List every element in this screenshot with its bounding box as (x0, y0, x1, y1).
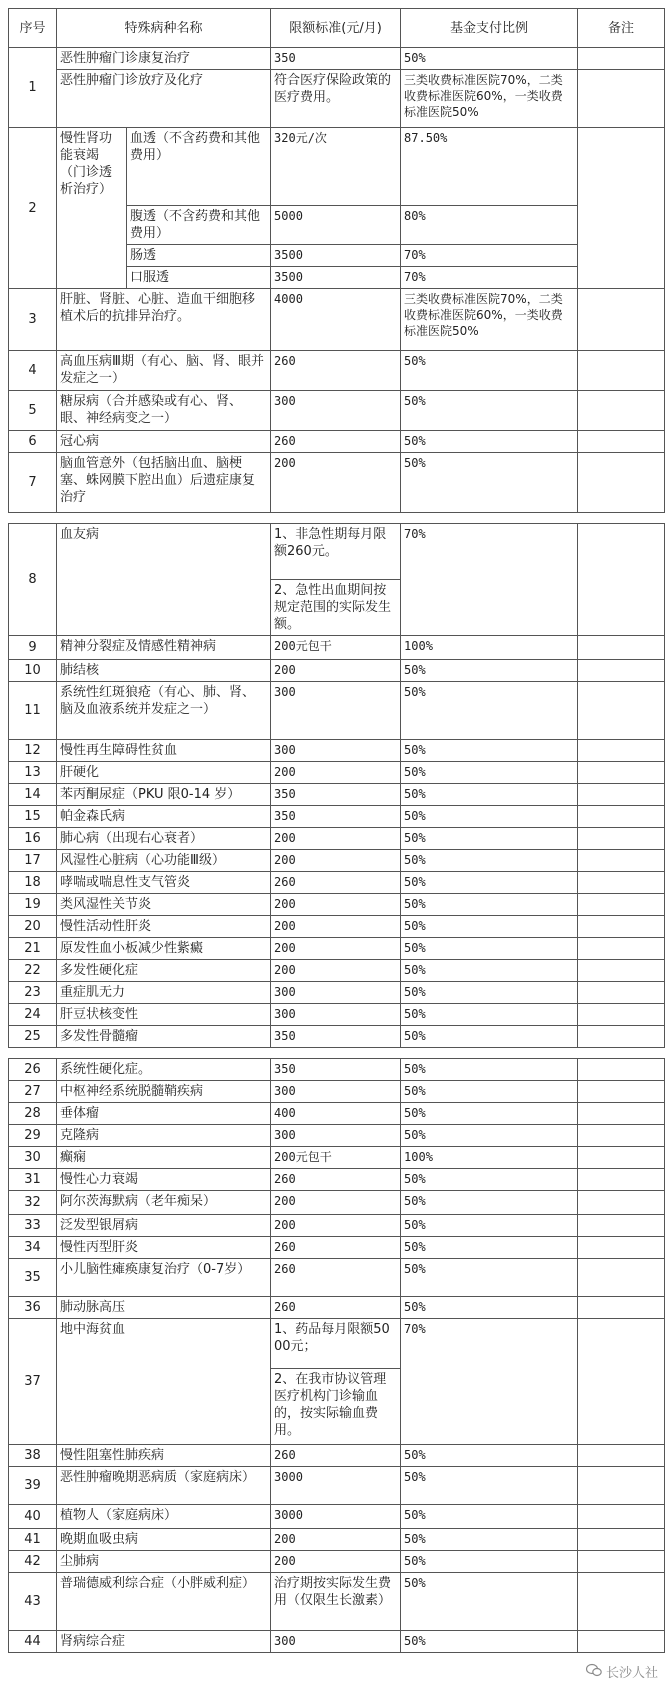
ratio-cell: 100% (401, 636, 578, 660)
disease-name: 植物人（家庭病床） (57, 1505, 271, 1529)
limit-cell: 200元包干 (271, 1147, 401, 1169)
sub-item: 腹透（不含药费和其他费用） (127, 206, 271, 245)
limit-cell: 4000 (271, 289, 401, 351)
ratio-cell: 50% (401, 660, 578, 682)
table-row (9, 806, 665, 828)
header-note: 备注 (578, 9, 665, 48)
disease-name: 普瑞德威利综合症（小胖威利症） (57, 1573, 271, 1631)
note-cell (578, 431, 665, 453)
row-no: 18 (9, 872, 57, 894)
ratio-cell: 50% (401, 1169, 578, 1191)
disease-name: 原发性血小板减少性紫癜 (57, 938, 271, 960)
ratio-cell: 50% (401, 1103, 578, 1125)
table-row (9, 1081, 665, 1103)
limit-cell: 350 (271, 784, 401, 806)
row-no: 32 (9, 1191, 57, 1215)
limit-cell: 200 (271, 960, 401, 982)
table-row (9, 1297, 665, 1319)
limit-cell: 260 (271, 1237, 401, 1259)
section-gap (9, 513, 665, 524)
table-row (9, 128, 665, 206)
note-cell (578, 1103, 665, 1125)
disease-name: 中枢神经系统脱髓鞘疾病 (57, 1081, 271, 1103)
sub-item: 肠透 (127, 245, 271, 267)
note-cell (578, 938, 665, 960)
limit-cell: 200 (271, 453, 401, 513)
ratio-cell: 50% (401, 960, 578, 982)
note-cell (578, 784, 665, 806)
table-row (9, 1467, 665, 1505)
limit-cell: 260 (271, 1259, 401, 1297)
disease-name: 克隆病 (57, 1125, 271, 1147)
note-cell (578, 1191, 665, 1215)
ratio-cell: 50% (401, 1631, 578, 1653)
limit-cell: 200 (271, 660, 401, 682)
row-no: 9 (9, 636, 57, 660)
row-no: 25 (9, 1026, 57, 1048)
sub-item: 血透（不含药费和其他费用） (127, 128, 271, 206)
row-no: 3 (9, 289, 57, 351)
limit-cell: 200 (271, 938, 401, 960)
note-cell (578, 1529, 665, 1551)
ratio-cell: 50% (401, 762, 578, 784)
disease-name: 小儿脑性瘫痪康复治疗（0-7岁） (57, 1259, 271, 1297)
disease-name: 慢性阻塞性肺疾病 (57, 1445, 271, 1467)
row-no: 33 (9, 1215, 57, 1237)
limit-cell: 3000 (271, 1467, 401, 1505)
note-cell (578, 762, 665, 784)
note-cell (578, 1505, 665, 1529)
header-limit: 限额标准(元/月) (271, 9, 401, 48)
row-no: 27 (9, 1081, 57, 1103)
note-cell (578, 1237, 665, 1259)
ratio-cell: 50% (401, 740, 578, 762)
note-cell (578, 1573, 665, 1631)
limit-cell: 5000 (271, 206, 401, 245)
row-no: 42 (9, 1551, 57, 1573)
table-row (9, 1237, 665, 1259)
row-no: 11 (9, 682, 57, 740)
ratio-cell: 50% (401, 682, 578, 740)
header-ratio: 基金支付比例 (401, 9, 578, 48)
table-row (9, 828, 665, 850)
disease-name: 高血压病Ⅲ期（有心、脑、肾、眼并发症之一） (57, 351, 271, 391)
limit-cell: 200 (271, 828, 401, 850)
disease-name: 恶性肿瘤门诊放疗及化疗 (57, 70, 271, 128)
table-row (9, 1215, 665, 1237)
row-no: 20 (9, 916, 57, 938)
table-row (9, 1573, 665, 1631)
ratio-cell: 50% (401, 1467, 578, 1505)
ratio-cell: 50% (401, 48, 578, 70)
table-row (9, 1505, 665, 1529)
table-row (9, 938, 665, 960)
table-row (9, 1059, 665, 1081)
ratio-cell: 50% (401, 1505, 578, 1529)
disease-name: 垂体瘤 (57, 1103, 271, 1125)
ratio-cell: 70% (401, 1319, 578, 1445)
disease-name: 精神分裂症及情感性精神病 (57, 636, 271, 660)
header-row (9, 9, 665, 48)
special-disease-table (8, 8, 665, 1653)
disease-name: 肝豆状核变性 (57, 1004, 271, 1026)
row-no: 24 (9, 1004, 57, 1026)
row-no: 8 (9, 524, 57, 636)
row-no: 17 (9, 850, 57, 872)
disease-name: 系统性硬化症。 (57, 1059, 271, 1081)
row-no: 30 (9, 1147, 57, 1169)
disease-name: 肝脏、肾脏、心脏、造血干细胞移植术后的抗排异治疗。 (57, 289, 271, 351)
row-no: 4 (9, 351, 57, 391)
limit-cell: 300 (271, 682, 401, 740)
table-row (9, 960, 665, 982)
limit-cell: 300 (271, 982, 401, 1004)
limit-cell: 200 (271, 1215, 401, 1237)
disease-name: 脑血管意外（包括脑出血、脑梗塞、蛛网膜下腔出血）后遗症康复治疗 (57, 453, 271, 513)
limit-cell: 260 (271, 351, 401, 391)
row-no: 31 (9, 1169, 57, 1191)
disease-name: 晚期血吸虫病 (57, 1529, 271, 1551)
table-row (9, 1631, 665, 1653)
limit-cell: 200 (271, 850, 401, 872)
ratio-cell: 50% (401, 1237, 578, 1259)
disease-name: 肺心病（出现右心衰者） (57, 828, 271, 850)
note-cell (578, 1147, 665, 1169)
ratio-cell: 50% (401, 391, 578, 431)
limit-cell: 300 (271, 1125, 401, 1147)
note-cell (578, 1004, 665, 1026)
disease-name: 多发性骨髓瘤 (57, 1026, 271, 1048)
table-row (9, 1125, 665, 1147)
row-no: 1 (9, 48, 57, 128)
table-row (9, 1529, 665, 1551)
note-cell (578, 453, 665, 513)
note-cell (578, 1259, 665, 1297)
disease-name: 系统性红斑狼疮（有心、肺、肾、脑及血液系统并发症之一） (57, 682, 271, 740)
note-cell (578, 524, 665, 636)
ratio-cell: 50% (401, 806, 578, 828)
ratio-cell: 50% (401, 1125, 578, 1147)
ratio-cell: 50% (401, 453, 578, 513)
disease-name: 慢性再生障碍性贫血 (57, 740, 271, 762)
ratio-cell: 50% (401, 1059, 578, 1081)
limit-cell: 200 (271, 1191, 401, 1215)
document-area (8, 8, 664, 1653)
disease-name: 泛发型银屑病 (57, 1215, 271, 1237)
row-no: 36 (9, 1297, 57, 1319)
row-no: 12 (9, 740, 57, 762)
disease-name: 冠心病 (57, 431, 271, 453)
header-name: 特殊病种名称 (57, 9, 271, 48)
row-no: 35 (9, 1259, 57, 1297)
note-cell (578, 1319, 665, 1445)
note-cell (578, 982, 665, 1004)
note-cell (578, 70, 665, 128)
limit-cell: 260 (271, 1169, 401, 1191)
row-no: 41 (9, 1529, 57, 1551)
note-cell (578, 894, 665, 916)
table-row (9, 1004, 665, 1026)
disease-name: 肾病综合症 (57, 1631, 271, 1653)
disease-name: 糖尿病（合并感染或有心、肾、眼、神经病变之一） (57, 391, 271, 431)
note-cell (578, 850, 665, 872)
note-cell (578, 872, 665, 894)
watermark-text: 长沙人社 (605, 1666, 658, 1681)
ratio-cell: 50% (401, 894, 578, 916)
disease-name: 尘肺病 (57, 1551, 271, 1573)
disease-name: 癫痫 (57, 1147, 271, 1169)
header-no: 序号 (9, 9, 57, 48)
ratio-cell: 50% (401, 916, 578, 938)
row-no: 40 (9, 1505, 57, 1529)
disease-name: 类风湿性关节炎 (57, 894, 271, 916)
limit-cell: 200 (271, 762, 401, 784)
table-row (9, 1319, 665, 1369)
limit-cell: 200 (271, 894, 401, 916)
ratio-cell: 70% (401, 267, 578, 289)
ratio-cell: 50% (401, 1297, 578, 1319)
note-cell (578, 128, 665, 289)
row-no: 22 (9, 960, 57, 982)
disease-name: 地中海贫血 (57, 1319, 271, 1445)
row-no: 19 (9, 894, 57, 916)
row-no: 5 (9, 391, 57, 431)
limit-cell: 260 (271, 431, 401, 453)
row-no: 6 (9, 431, 57, 453)
table-row (9, 636, 665, 660)
ratio-cell: 70% (401, 245, 578, 267)
note-cell (578, 828, 665, 850)
limit-cell: 300 (271, 1081, 401, 1103)
ratio-cell: 70% (401, 524, 578, 636)
disease-name: 风湿性心脏病（心功能Ⅲ级） (57, 850, 271, 872)
note-cell (578, 1026, 665, 1048)
note-cell (578, 1169, 665, 1191)
table-row (9, 70, 665, 128)
row-no: 13 (9, 762, 57, 784)
note-cell (578, 391, 665, 431)
note-cell (578, 806, 665, 828)
ratio-cell: 50% (401, 1551, 578, 1573)
limit-cell: 350 (271, 806, 401, 828)
table-row (9, 431, 665, 453)
row-no: 37 (9, 1319, 57, 1445)
table-row (9, 682, 665, 740)
limit-cell: 300 (271, 1004, 401, 1026)
row-no: 2 (9, 128, 57, 289)
ratio-cell: 50% (401, 431, 578, 453)
limit-cell: 400 (271, 1103, 401, 1125)
disease-name: 苯丙酮尿症（PKU 限0-14 岁） (57, 784, 271, 806)
note-cell (578, 1551, 665, 1573)
limit-cell: 350 (271, 48, 401, 70)
limit-cell: 320元/次 (271, 128, 401, 206)
note-cell (578, 1215, 665, 1237)
disease-name: 恶性肿瘤门诊康复治疗 (57, 48, 271, 70)
limit-cell: 1、药品每月限额5000元； (271, 1319, 401, 1369)
ratio-cell: 50% (401, 828, 578, 850)
note-cell (578, 740, 665, 762)
limit-cell: 200 (271, 1551, 401, 1573)
disease-name: 肺结核 (57, 660, 271, 682)
disease-name: 哮喘或喘息性支气管炎 (57, 872, 271, 894)
note-cell (578, 916, 665, 938)
ratio-cell: 87.50% (401, 128, 578, 206)
disease-name: 恶性肿瘤晚期恶病质（家庭病床） (57, 1467, 271, 1505)
sub-item: 口服透 (127, 267, 271, 289)
limit-cell: 200 (271, 916, 401, 938)
table-row (9, 1147, 665, 1169)
disease-name: 肝硬化 (57, 762, 271, 784)
watermark (586, 1662, 658, 1681)
note-cell (578, 351, 665, 391)
note-cell (578, 1125, 665, 1147)
disease-name: 阿尔茨海默病（老年痴呆） (57, 1191, 271, 1215)
table-row (9, 524, 665, 580)
table-row (9, 391, 665, 431)
ratio-cell: 50% (401, 1573, 578, 1631)
row-no: 23 (9, 982, 57, 1004)
limit-cell: 260 (271, 1297, 401, 1319)
table-row (9, 740, 665, 762)
ratio-cell: 50% (401, 1445, 578, 1467)
row-no: 16 (9, 828, 57, 850)
disease-name: 肺动脉高压 (57, 1297, 271, 1319)
note-cell (578, 289, 665, 351)
note-cell (578, 1631, 665, 1653)
limit-cell: 3500 (271, 267, 401, 289)
row-no: 43 (9, 1573, 57, 1631)
note-cell (578, 1445, 665, 1467)
row-no: 34 (9, 1237, 57, 1259)
table-row (9, 1169, 665, 1191)
disease-name: 帕金森氏病 (57, 806, 271, 828)
row-no: 38 (9, 1445, 57, 1467)
row-no: 14 (9, 784, 57, 806)
row-no: 39 (9, 1467, 57, 1505)
table-row (9, 289, 665, 351)
row-no: 29 (9, 1125, 57, 1147)
wechat-icon (586, 1663, 602, 1681)
note-cell (578, 960, 665, 982)
row-no: 7 (9, 453, 57, 513)
limit-cell: 2、在我市协议管理医疗机构门诊输血的，按实际输血费用。 (271, 1369, 401, 1445)
table-row (9, 351, 665, 391)
limit-cell: 260 (271, 872, 401, 894)
ratio-cell: 三类收费标准医院70%，二类收费标准医院60%，一类收费标准医院50% (401, 70, 578, 128)
limit-cell: 260 (271, 1445, 401, 1467)
ratio-cell: 50% (401, 1026, 578, 1048)
limit-cell: 1、非急性期每月限额260元。 (271, 524, 401, 580)
row-no: 10 (9, 660, 57, 682)
table-row (9, 872, 665, 894)
table-row (9, 850, 665, 872)
ratio-cell: 50% (401, 1259, 578, 1297)
table-row (9, 1103, 665, 1125)
note-cell (578, 660, 665, 682)
note-cell (578, 1081, 665, 1103)
table-row (9, 982, 665, 1004)
ratio-cell: 三类收费标准医院70%，二类收费标准医院60%，一类收费标准医院50% (401, 289, 578, 351)
note-cell (578, 1059, 665, 1081)
note-cell (578, 48, 665, 70)
limit-cell: 200 (271, 1529, 401, 1551)
note-cell (578, 1297, 665, 1319)
note-cell (578, 1467, 665, 1505)
limit-cell: 200元包干 (271, 636, 401, 660)
ratio-cell: 80% (401, 206, 578, 245)
table-row (9, 1191, 665, 1215)
section-gap (9, 1048, 665, 1059)
ratio-cell: 50% (401, 351, 578, 391)
note-cell (578, 636, 665, 660)
row-no: 15 (9, 806, 57, 828)
table-row (9, 762, 665, 784)
disease-name: 慢性肾功能衰竭（门诊透析治疗） (57, 128, 127, 289)
ratio-cell: 50% (401, 1081, 578, 1103)
limit-cell: 300 (271, 391, 401, 431)
ratio-cell: 50% (401, 938, 578, 960)
table-row (9, 1445, 665, 1467)
table-row (9, 894, 665, 916)
limit-cell: 350 (271, 1059, 401, 1081)
row-no: 26 (9, 1059, 57, 1081)
limit-cell: 2、急性出血期间按规定范围的实际发生额。 (271, 580, 401, 636)
ratio-cell: 50% (401, 982, 578, 1004)
ratio-cell: 50% (401, 1529, 578, 1551)
table-row (9, 784, 665, 806)
ratio-cell: 50% (401, 872, 578, 894)
ratio-cell: 50% (401, 1004, 578, 1026)
table-row (9, 1026, 665, 1048)
ratio-cell: 50% (401, 850, 578, 872)
limit-cell: 300 (271, 1631, 401, 1653)
disease-name: 慢性心力衰竭 (57, 1169, 271, 1191)
limit-cell: 350 (271, 1026, 401, 1048)
disease-name: 重症肌无力 (57, 982, 271, 1004)
row-no: 21 (9, 938, 57, 960)
limit-cell: 300 (271, 740, 401, 762)
disease-name: 多发性硬化症 (57, 960, 271, 982)
ratio-cell: 50% (401, 1191, 578, 1215)
row-no: 44 (9, 1631, 57, 1653)
limit-cell: 治疗期按实际发生费用（仅限生长激素） (271, 1573, 401, 1631)
note-cell (578, 682, 665, 740)
table-row (9, 48, 665, 70)
limit-cell: 3500 (271, 245, 401, 267)
table-row (9, 1259, 665, 1297)
disease-name: 血友病 (57, 524, 271, 636)
limit-cell: 3000 (271, 1505, 401, 1529)
disease-name: 慢性活动性肝炎 (57, 916, 271, 938)
ratio-cell: 100% (401, 1147, 578, 1169)
ratio-cell: 50% (401, 784, 578, 806)
table-row (9, 1551, 665, 1573)
limit-cell: 符合医疗保险政策的医疗费用。 (271, 70, 401, 128)
table-row (9, 660, 665, 682)
row-no: 28 (9, 1103, 57, 1125)
table-row (9, 453, 665, 513)
ratio-cell: 50% (401, 1215, 578, 1237)
table-row (9, 916, 665, 938)
disease-name: 慢性丙型肝炎 (57, 1237, 271, 1259)
